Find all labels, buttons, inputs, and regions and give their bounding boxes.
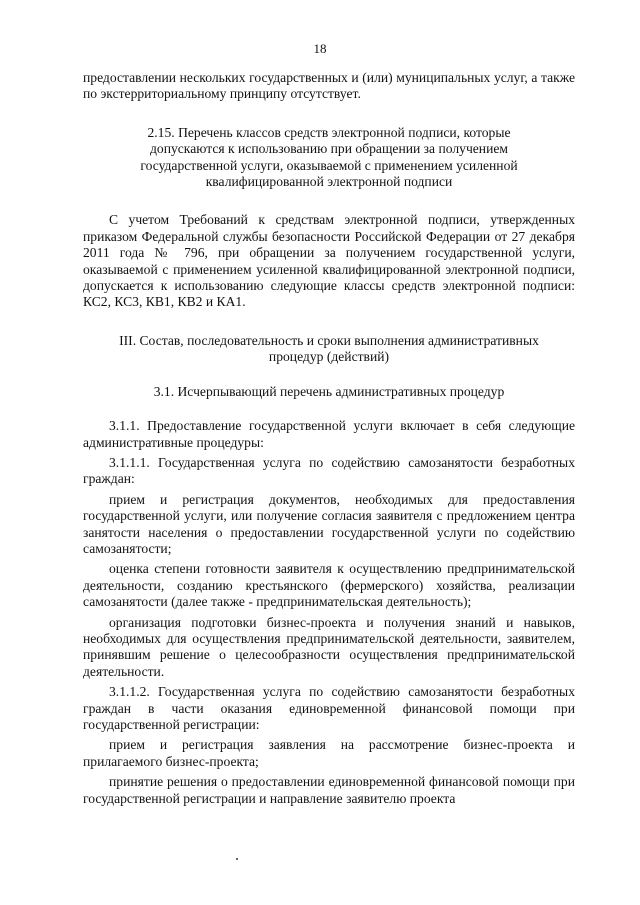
heading-2-15-text: 2.15. Перечень классов средств электронной подписи, которые допускаются к использованию при обращении за получением государственной услуги, оказываемой с применением усиленной квалифицированной электронной подписи bbox=[140, 124, 518, 190]
list-item-decision: принятие решения о предоставлении единовременной финансовой помощи при государственной регистрации и направление заявителю проекта bbox=[83, 774, 575, 806]
list-item-reception: прием и регистрация документов, необходимых для предоставления государственной услуги, или получение согласия заявителя с предложением центра занятости населения о предоставлении государственной услуги по содействию самозанятости; bbox=[83, 491, 575, 556]
scan-artifact-dot bbox=[236, 858, 238, 860]
paragraph-3-1-1: 3.1.1. Предоставление государственной услуги включает в себя следующие административные процедуры: bbox=[83, 418, 575, 450]
page-number: 18 bbox=[313, 41, 327, 56]
paragraph-3-1-1-1: 3.1.1.1. Государственная услуга по содействию самозанятости безработных граждан: bbox=[83, 454, 575, 487]
heading-iii-text: III. Состав, последовательность и сроки выполнения административных процедур (действий) bbox=[119, 332, 539, 365]
paragraph-signature-classes: С учетом Требований к средствам электронной подписи, утвержденных приказом Федеральной службы безопасности Российской Федерации от 27 декабря 2011 года № 796, при обращении за получением государственной услуги, оказываемой с применением усиленной квалифицированной электронной подписи, допускается к использованию следующие классы средств электронной подписи: КС2, КС3, КВ1, КВ2 и КА1. bbox=[83, 212, 575, 310]
document-body bbox=[83, 70, 575, 807]
paragraph-services-continuation: предоставлении нескольких государственных и (или) муниципальных услуг, а также по экстерриториальному принципу отсутствует. bbox=[83, 70, 575, 102]
paragraph-3-1-1-2: 3.1.1.2. Государственная услуга по содействию самозанятости безработных граждан в части оказания единовременной финансовой помощи при государственной регистрации: bbox=[83, 684, 575, 732]
section-heading-iii bbox=[83, 333, 575, 366]
list-item-business-project: организация подготовки бизнес-проекта и получения знаний и навыков, необходимых для осуществления предпринимательской деятельности, заявителем, принявшим решение о целесообразности осуществления предпринимательской деятельности. bbox=[83, 614, 575, 679]
heading-3-1-text: 3.1. Исчерпывающий перечень административных процедур bbox=[153, 383, 505, 399]
section-heading-2-15 bbox=[83, 125, 575, 191]
section-heading-3-1 bbox=[83, 384, 575, 400]
list-item-application: прием и регистрация заявления на рассмотрение бизнес-проекта и прилагаемого бизнес-проекта; bbox=[83, 737, 575, 769]
list-item-assessment: оценка степени готовности заявителя к осуществлению предпринимательской деятельности, созданию крестьянского (фермерского) хозяйства, реализации самозанятости (далее также - предпринимательская деятельность); bbox=[83, 561, 575, 610]
